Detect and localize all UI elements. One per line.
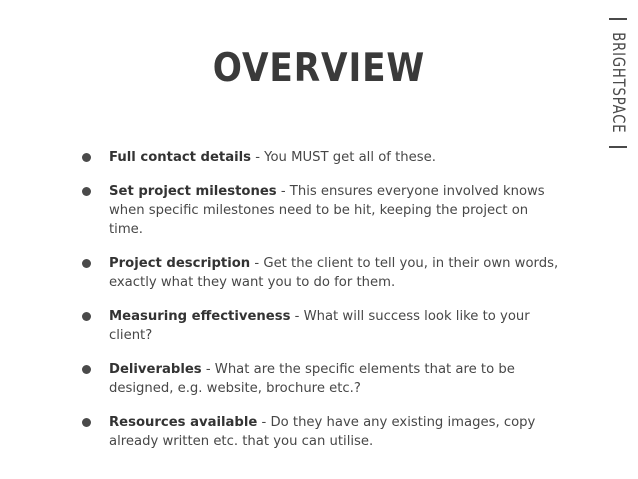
bullet-item xyxy=(82,182,562,239)
bullet-text: - What are the specific elements that are to be designed, e.g. website, brochure etc.? xyxy=(109,362,515,396)
brand-text: BRIGHTSPACE xyxy=(608,32,628,134)
bullet-dot-icon xyxy=(82,187,91,196)
bullet-text: - Get the client to tell you, in their own words, exactly what they want you to do for them. xyxy=(109,256,559,290)
bullet-term: Deliverables xyxy=(109,362,202,377)
bullet-text: - This ensures everyone involved knows when specific milestones need to be hit, keeping the project on time. xyxy=(109,184,545,237)
bullet-term: Measuring effectiveness xyxy=(109,309,291,324)
bullet-dot-icon xyxy=(82,312,91,321)
slide-title: OVERVIEW xyxy=(212,46,426,91)
bullet-text: - Do they have any existing images, copy already written etc. that you can utilise. xyxy=(109,415,536,449)
bullet-item xyxy=(82,148,562,167)
bullet-dot-icon xyxy=(82,259,91,268)
bullet-text: - What will success look like to your client? xyxy=(109,309,530,343)
bullet-item xyxy=(82,307,562,345)
bullet-term: Project description xyxy=(109,256,251,271)
bullet-text: - You MUST get all of these. xyxy=(251,150,436,165)
brand-bar-right xyxy=(609,146,627,148)
bullet-item xyxy=(82,254,562,292)
bullet-term: Full contact details xyxy=(109,150,252,165)
brand-logo xyxy=(606,18,630,178)
brand-bar-left xyxy=(609,18,627,20)
bullet-dot-icon xyxy=(82,418,91,427)
bullet-list xyxy=(82,148,562,466)
bullet-term: Set project milestones xyxy=(109,184,277,199)
bullet-dot-icon xyxy=(82,153,91,162)
bullet-term: Resources available xyxy=(109,415,258,430)
bullet-dot-icon xyxy=(82,365,91,374)
bullet-item xyxy=(82,360,562,398)
bullet-item xyxy=(82,413,562,451)
